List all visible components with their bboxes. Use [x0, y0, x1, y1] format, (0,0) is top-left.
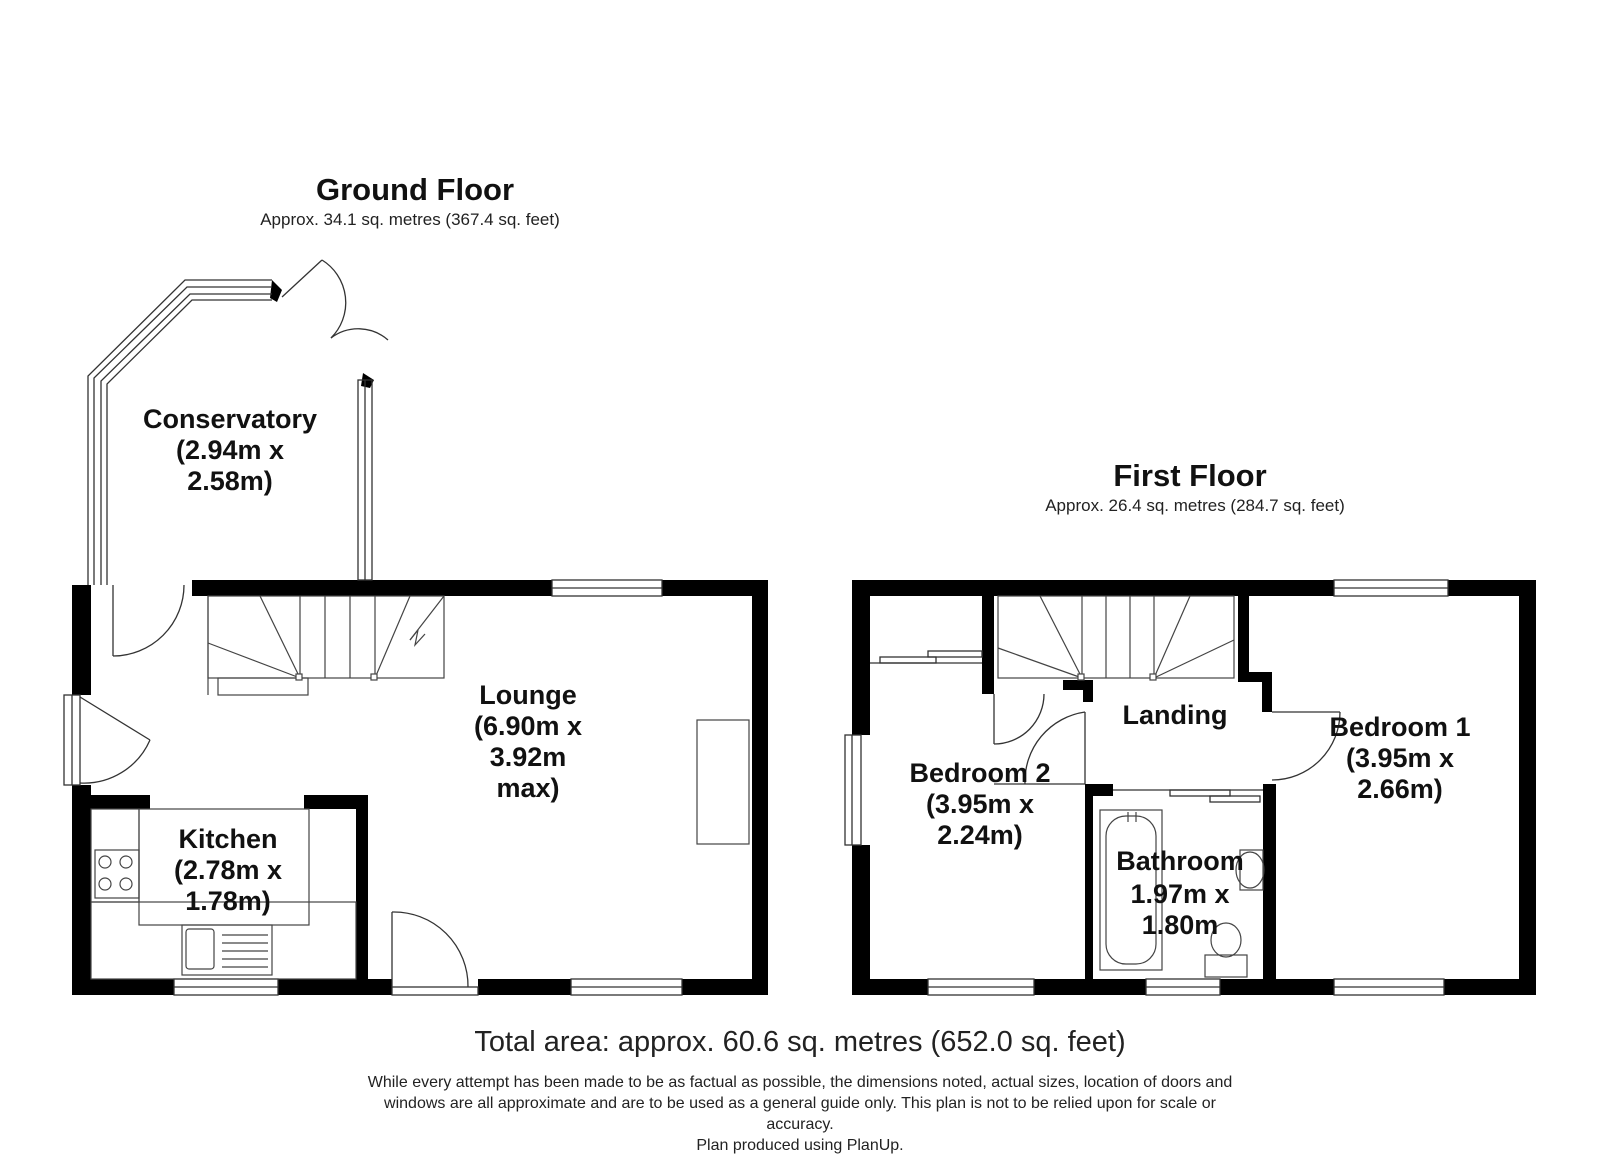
conservatory-name: Conservatory [142, 404, 318, 434]
landing-name: Landing [1122, 700, 1228, 730]
room-label-lounge [448, 680, 608, 804]
conservatory-dim1: (2.94m x [175, 435, 285, 465]
bedroom1-dim1: (3.95m x [1345, 743, 1455, 773]
disclaimer-line-1: While every attempt has been made to be as factual as possible, the dimensions noted, actual sizes, location of doors and [367, 1074, 1233, 1091]
bedroom1-dim2: 2.66m) [1357, 774, 1443, 804]
first-floor-title: First Floor [1113, 458, 1267, 493]
kitchen-name: Kitchen [178, 824, 278, 854]
room-label-kitchen [148, 824, 308, 917]
bathroom-dim1: 1.97m x [1130, 879, 1230, 909]
kitchen-dim2: 1.78m) [185, 886, 271, 916]
lounge-name: Lounge [479, 680, 577, 710]
first-floor-stairs [998, 596, 1234, 680]
disclaimer-line-3: accuracy. [766, 1116, 834, 1133]
lounge-dim1: (6.90m x [473, 711, 583, 741]
disclaimer-line-4: Plan produced using PlanUp. [696, 1137, 904, 1154]
kitchen-dim1: (2.78m x [173, 855, 283, 885]
room-label-bedroom1 [1310, 712, 1490, 805]
room-label-bathroom [1098, 846, 1262, 941]
bedroom2-dim2: 2.24m) [937, 820, 1023, 850]
lounge-dim2: 3.92m [489, 742, 567, 772]
bedroom2-dim1: (3.95m x [925, 789, 1035, 819]
total-area: Total area: approx. 60.6 sq. metres (652.0 sq. feet) [474, 1026, 1126, 1058]
ground-floor-title: Ground Floor [315, 172, 515, 207]
bathroom-name: Bathroom [1116, 846, 1244, 876]
bedroom2-name: Bedroom 2 [909, 758, 1051, 788]
room-label-bedroom2 [890, 758, 1070, 851]
disclaimer-line-2: windows are all approximate and are to be used as a general guide only. This plan is not to be relied upon for scale or [384, 1095, 1216, 1112]
ground-floor-stairs [208, 596, 444, 695]
bedroom1-name: Bedroom 1 [1329, 712, 1471, 742]
bathroom-dim2: 1.80m [1141, 910, 1219, 940]
lounge-dim3: max) [496, 773, 560, 803]
disclaimer [290, 1072, 1310, 1156]
first-floor-area: Approx. 26.4 sq. metres (284.7 sq. feet) [1045, 496, 1345, 515]
room-label-landing [1100, 700, 1250, 731]
room-label-conservatory [120, 404, 340, 497]
conservatory-dim2: 2.58m) [187, 466, 273, 496]
fireplace [697, 720, 749, 844]
ground-floor-area: Approx. 34.1 sq. metres (367.4 sq. feet) [260, 210, 560, 229]
